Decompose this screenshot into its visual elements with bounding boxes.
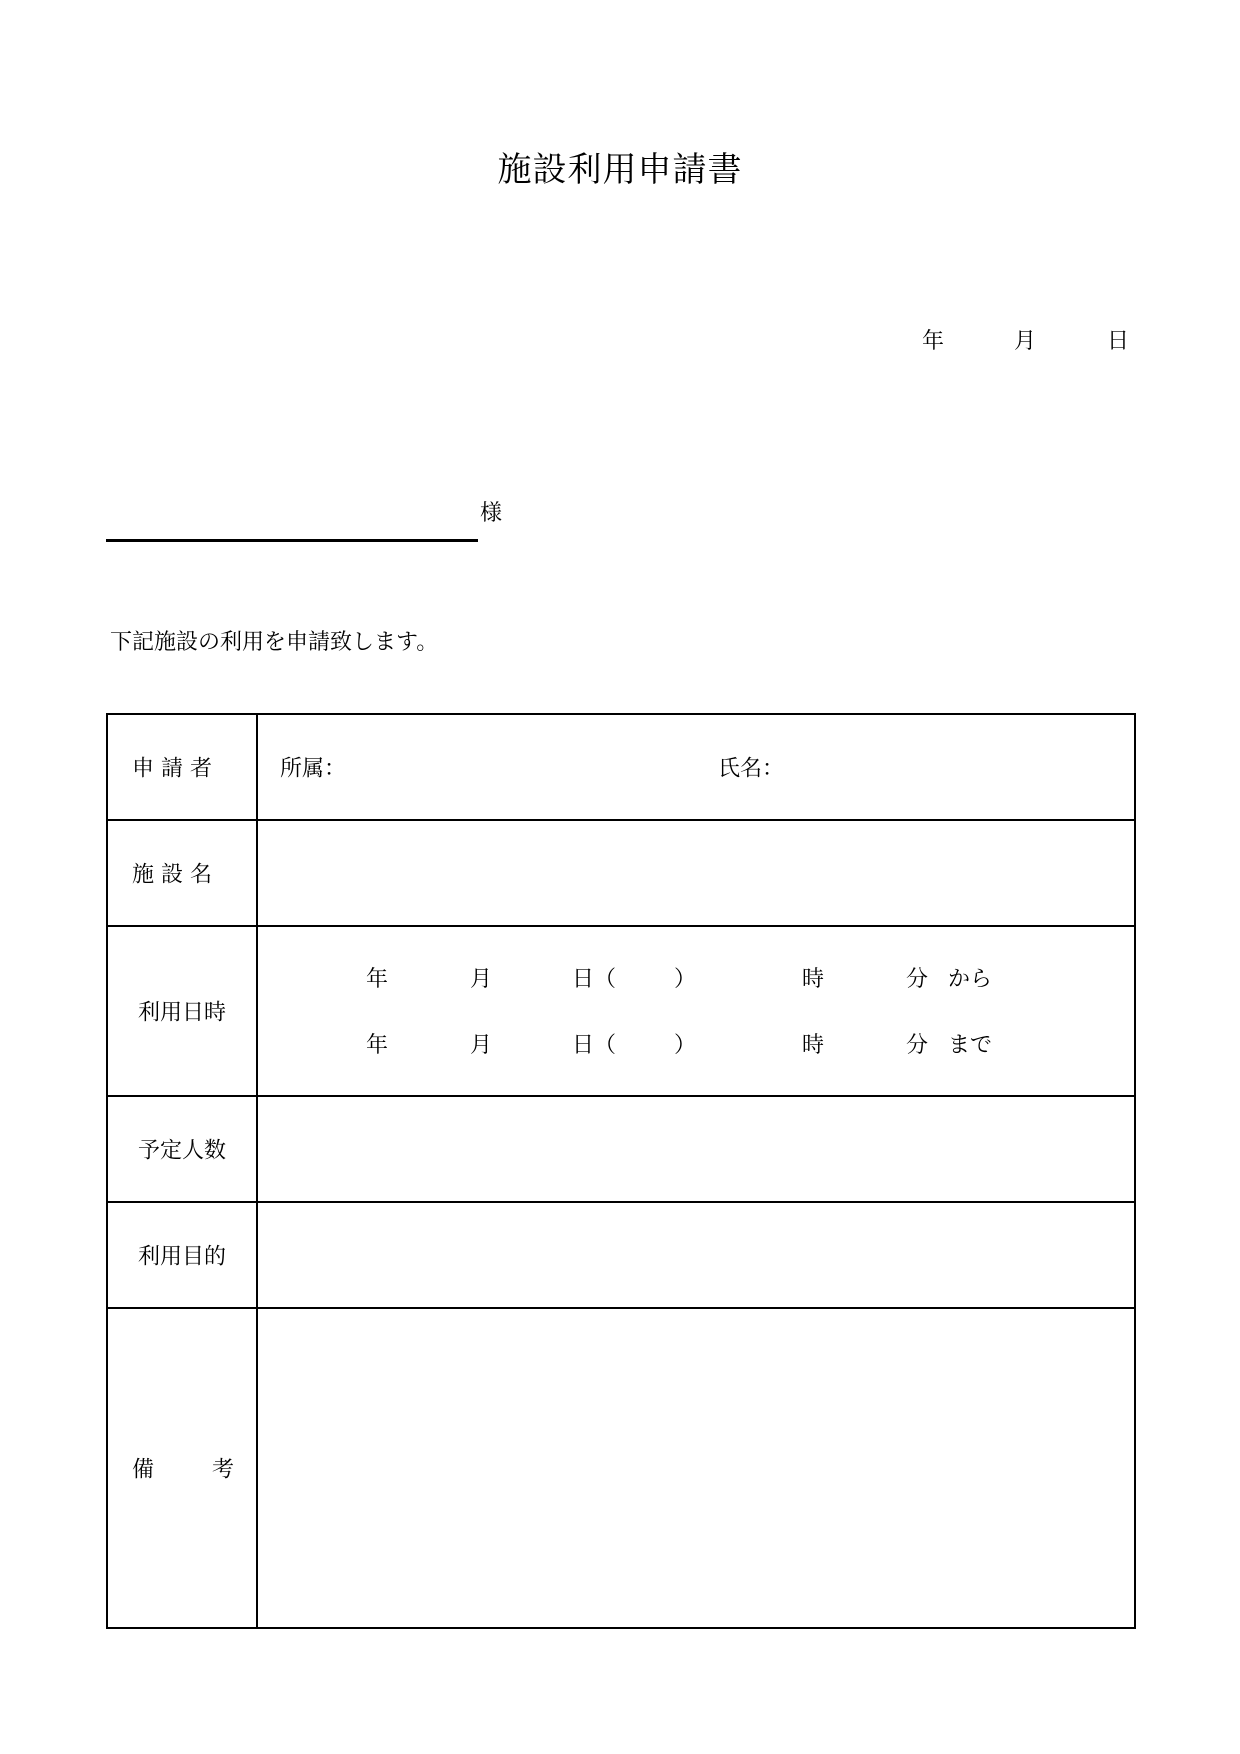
start-weekday-close: ） (674, 967, 697, 992)
date-month-label: 月 (1014, 329, 1037, 354)
purpose-value-cell[interactable] (257, 1202, 1135, 1308)
purpose-row (107, 1202, 1135, 1308)
end-day-label: 日（ (572, 1033, 617, 1058)
end-month-label: 月 (470, 1033, 493, 1058)
applicant-label-cell (107, 714, 257, 820)
datetime-row (107, 926, 1135, 1096)
intro-text: 下記施設の利用を申請致します。 (110, 630, 439, 655)
applicant-label: 申 請 者 (132, 756, 212, 782)
applicant-row (107, 714, 1135, 820)
application-form-table (106, 713, 1136, 1629)
attendees-value-cell[interactable] (257, 1096, 1135, 1202)
datetime-label-cell (107, 926, 257, 1096)
start-year-label: 年 (366, 967, 389, 992)
date-year-label: 年 (922, 329, 945, 354)
facility-label: 施 設 名 (132, 862, 212, 888)
facility-value-cell[interactable] (257, 820, 1135, 926)
attendees-label: 予定人数 (138, 1138, 227, 1164)
facility-row (107, 820, 1135, 926)
start-day-label: 日（ (572, 967, 617, 992)
to-label: まで (948, 1033, 993, 1058)
addressee-suffix: 様 (480, 501, 503, 526)
affiliation-label: 所属： (280, 756, 347, 782)
applicant-value-cell[interactable] (257, 714, 1135, 820)
datetime-label: 利用日時 (138, 1000, 227, 1026)
start-hour-label: 時 (802, 967, 825, 992)
notes-value-cell[interactable] (257, 1308, 1135, 1628)
document-title: 施設利用申請書 (497, 150, 743, 190)
purpose-label: 利用目的 (138, 1244, 227, 1270)
start-minute-label: 分 (906, 967, 929, 992)
notes-label-second: 考 (212, 1457, 235, 1483)
end-hour-label: 時 (802, 1033, 825, 1058)
end-minute-label: 分 (906, 1033, 929, 1058)
date-day-label: 日 (1107, 329, 1130, 354)
end-year-label: 年 (366, 1033, 389, 1058)
notes-label-first: 備 (132, 1457, 155, 1483)
addressee-field[interactable] (106, 539, 478, 542)
datetime-value-cell[interactable] (257, 926, 1135, 1096)
purpose-label-cell (107, 1202, 257, 1308)
facility-label-cell (107, 820, 257, 926)
attendees-label-cell (107, 1096, 257, 1202)
notes-label-cell (107, 1308, 257, 1628)
start-month-label: 月 (470, 967, 493, 992)
attendees-row (107, 1096, 1135, 1202)
name-label: 氏名： (718, 756, 785, 782)
notes-row (107, 1308, 1135, 1628)
end-weekday-close: ） (674, 1033, 697, 1058)
from-label: から (948, 967, 993, 992)
